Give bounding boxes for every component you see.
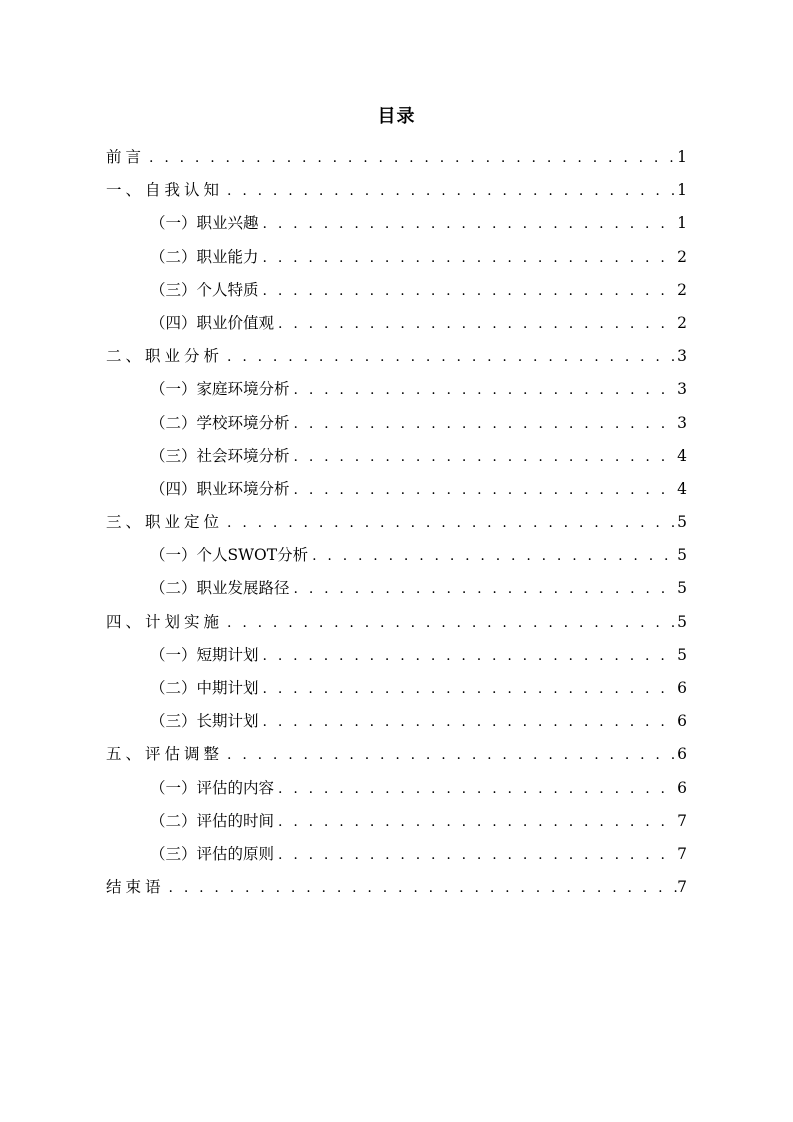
toc-entry-title: （二）职业发展路径 bbox=[150, 579, 290, 598]
toc-page-number: 5 bbox=[677, 513, 687, 532]
toc-page-number: 5 bbox=[677, 579, 687, 598]
toc-section-entry[interactable] bbox=[106, 473, 687, 506]
toc-entry-title: （二）中期计划 bbox=[150, 679, 259, 697]
toc-page-number: 3 bbox=[677, 347, 687, 366]
toc-page-number: 2 bbox=[677, 280, 687, 299]
toc-dot-leader bbox=[290, 408, 678, 440]
toc-entry-title: 一、自我认知 bbox=[106, 181, 224, 200]
toc-page-number: 4 bbox=[677, 479, 687, 498]
toc-section-entry[interactable] bbox=[106, 207, 687, 240]
toc-page-number: 6 bbox=[677, 778, 687, 797]
toc-entry-title: （一）评估的内容 bbox=[150, 778, 275, 797]
page-title: 目录 bbox=[377, 106, 416, 127]
toc-page-number: 3 bbox=[677, 380, 687, 399]
toc-dot-leader bbox=[259, 242, 678, 274]
toc-page-number: 5 bbox=[677, 645, 687, 664]
toc-dot-leader bbox=[274, 773, 677, 805]
toc-section-entry[interactable] bbox=[106, 705, 687, 738]
toc-section-entry[interactable] bbox=[106, 440, 687, 473]
toc-dot-leader bbox=[290, 441, 678, 473]
toc-section-entry[interactable] bbox=[106, 838, 687, 871]
toc-page-number: 6 bbox=[677, 712, 687, 731]
toc-entry-title: 五、评估调整 bbox=[106, 745, 224, 764]
toc-entry-title: 三、职业定位 bbox=[106, 513, 224, 532]
toc-chapter-entry[interactable] bbox=[106, 141, 687, 174]
toc-entry-title: 结束语 bbox=[106, 878, 165, 897]
toc-chapter-entry[interactable] bbox=[106, 871, 687, 904]
toc-dot-leader bbox=[290, 374, 678, 406]
toc-entry-title: （一）职业兴趣 bbox=[150, 214, 259, 233]
toc-dot-leader bbox=[290, 573, 678, 605]
toc-dot-leader bbox=[259, 275, 678, 307]
toc-page-number: 1 bbox=[677, 148, 687, 166]
toc-dot-leader bbox=[223, 739, 677, 771]
toc-dot-leader bbox=[223, 341, 677, 373]
toc-chapter-entry[interactable] bbox=[106, 174, 687, 207]
toc-page-number: 1 bbox=[677, 181, 687, 200]
toc-section-entry[interactable] bbox=[106, 373, 687, 406]
toc-entry-title: （二）学校环境分析 bbox=[150, 413, 290, 432]
toc-section-entry[interactable] bbox=[106, 672, 687, 705]
toc-entry-title: （三）社会环境分析 bbox=[150, 446, 290, 465]
toc-section-entry[interactable] bbox=[106, 307, 687, 340]
toc-dot-leader bbox=[223, 507, 677, 539]
toc-section-entry[interactable] bbox=[106, 639, 687, 672]
table-of-contents bbox=[106, 141, 687, 904]
toc-dot-leader bbox=[259, 208, 678, 240]
toc-chapter-entry[interactable] bbox=[106, 606, 687, 639]
toc-entry-title: 前言 bbox=[106, 148, 146, 166]
toc-page-number: 7 bbox=[677, 811, 687, 830]
toc-dot-leader bbox=[290, 474, 678, 506]
toc-entry-title: （一）短期计划 bbox=[150, 645, 259, 664]
toc-entry-title: （四）职业价值观 bbox=[150, 313, 275, 332]
toc-dot-leader bbox=[223, 175, 677, 207]
toc-chapter-entry[interactable] bbox=[106, 340, 687, 373]
toc-page-number: 4 bbox=[677, 446, 687, 465]
toc-dot-leader bbox=[165, 872, 678, 904]
toc-entry-title: （一）家庭环境分析 bbox=[150, 380, 290, 399]
toc-dot-leader bbox=[223, 607, 677, 639]
toc-dot-leader bbox=[259, 640, 678, 672]
toc-section-entry[interactable] bbox=[106, 805, 687, 838]
toc-page-number: 3 bbox=[677, 413, 687, 432]
toc-entry-title: 二、职业分析 bbox=[106, 347, 224, 366]
toc-entry-title: （一）个人SWOT分析 bbox=[150, 546, 309, 565]
toc-section-entry[interactable] bbox=[106, 772, 687, 805]
toc-page-number: 7 bbox=[677, 878, 687, 897]
toc-chapter-entry[interactable] bbox=[106, 738, 687, 771]
toc-page-number: 2 bbox=[677, 247, 687, 266]
toc-section-entry[interactable] bbox=[106, 539, 687, 572]
toc-entry-title: （二）职业能力 bbox=[150, 247, 259, 266]
toc-section-entry[interactable] bbox=[106, 274, 687, 307]
toc-entry-title: （三）评估的原则 bbox=[150, 844, 275, 863]
toc-entry-title: （二）评估的时间 bbox=[150, 811, 275, 830]
toc-page-number: 5 bbox=[677, 546, 687, 565]
toc-dot-leader bbox=[274, 839, 677, 871]
toc-section-entry[interactable] bbox=[106, 572, 687, 605]
toc-page-number: 7 bbox=[677, 844, 687, 863]
toc-section-entry[interactable] bbox=[106, 407, 687, 440]
toc-dot-leader bbox=[145, 142, 677, 174]
toc-entry-title: （三）个人特质 bbox=[150, 280, 259, 299]
toc-entry-title: （三）长期计划 bbox=[150, 712, 259, 731]
toc-dot-leader bbox=[308, 540, 677, 572]
toc-dot-leader bbox=[259, 706, 678, 738]
toc-page-number: 6 bbox=[677, 745, 687, 764]
toc-chapter-entry[interactable] bbox=[106, 506, 687, 539]
toc-entry-title: 四、计划实施 bbox=[106, 612, 224, 631]
toc-page-number: 2 bbox=[677, 313, 687, 332]
toc-entry-title: （四）职业环境分析 bbox=[150, 479, 290, 498]
toc-dot-leader bbox=[274, 806, 677, 838]
toc-page-number: 1 bbox=[677, 214, 687, 233]
toc-dot-leader bbox=[274, 308, 677, 340]
toc-page-number: 6 bbox=[677, 679, 687, 697]
toc-page-number: 5 bbox=[677, 612, 687, 631]
toc-dot-leader bbox=[259, 673, 678, 705]
toc-section-entry[interactable] bbox=[106, 241, 687, 274]
